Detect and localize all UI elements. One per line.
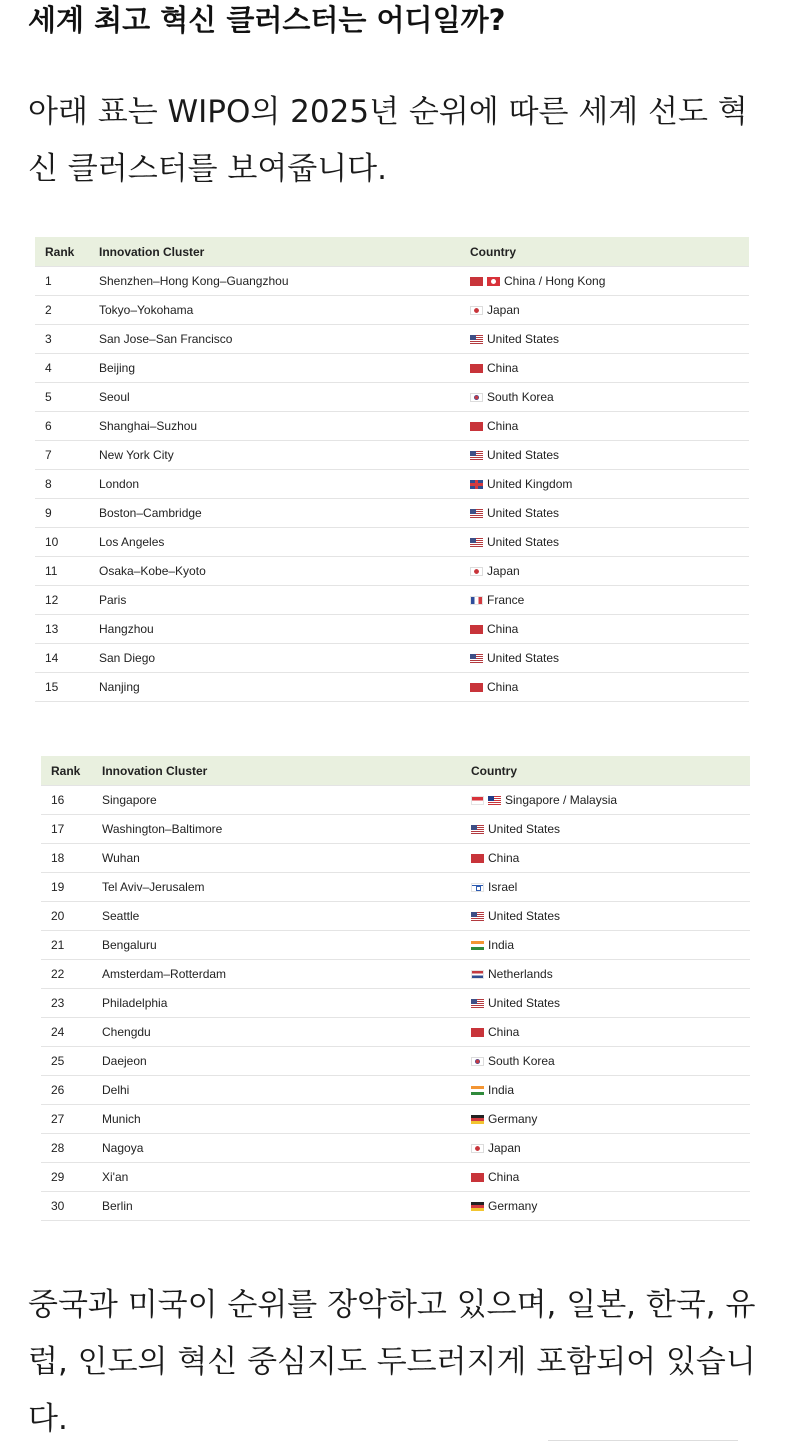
- country-name: China: [488, 1170, 520, 1184]
- table-row: [35, 325, 749, 354]
- cluster-cell: Bengaluru: [92, 931, 461, 960]
- cluster-cell: Hangzhou: [89, 615, 460, 644]
- country-cell: [460, 499, 749, 528]
- rank-cell: 12: [35, 586, 89, 615]
- country-name: Germany: [488, 1112, 538, 1126]
- flag-sg-icon: [471, 796, 484, 805]
- rank-cell: 3: [35, 325, 89, 354]
- flag-uk-icon: [470, 480, 483, 489]
- country-cell: [460, 673, 749, 702]
- flag-kr-icon: [471, 1057, 484, 1066]
- country-cell: [460, 586, 749, 615]
- cluster-cell: Tokyo–Yokohama: [89, 296, 460, 325]
- flag-japan-icon: [470, 306, 483, 315]
- country-name: France: [487, 593, 525, 607]
- flag-china-icon: [471, 854, 484, 863]
- rank-cell: 4: [35, 354, 89, 383]
- table-row: [41, 844, 750, 873]
- cluster-cell: Daejeon: [92, 1047, 461, 1076]
- country-name: United States: [488, 909, 561, 923]
- rank-header: Rank: [45, 244, 75, 259]
- table-row: [35, 615, 749, 644]
- country-cell: [461, 1134, 750, 1163]
- country-cell: [460, 557, 749, 586]
- table-row: [41, 873, 750, 902]
- table-row: [41, 815, 750, 844]
- country-cell: [461, 931, 750, 960]
- table-row: [41, 1076, 750, 1105]
- flag-japan-icon: [471, 1144, 484, 1153]
- flag-my-icon: [488, 796, 501, 805]
- country-cell: [461, 1192, 750, 1221]
- country-name: Japan: [487, 303, 520, 317]
- cluster-cell: San Diego: [89, 644, 460, 673]
- table-row: [35, 296, 749, 325]
- country-cell: [461, 844, 750, 873]
- table-row: [35, 470, 749, 499]
- country-name: United States: [487, 535, 560, 549]
- cluster-cell: Delhi: [92, 1076, 461, 1105]
- country-cell: [461, 989, 750, 1018]
- rank-cell: 29: [41, 1163, 92, 1192]
- table-row: [41, 1018, 750, 1047]
- cluster-ranking-table-2: [41, 756, 750, 1221]
- rank-cell: 7: [35, 441, 89, 470]
- cluster-cell: Munich: [92, 1105, 461, 1134]
- flag-us-icon: [471, 825, 484, 834]
- cluster-cell: Seoul: [89, 383, 460, 412]
- rank-cell: 11: [35, 557, 89, 586]
- cluster-cell: Boston–Cambridge: [89, 499, 460, 528]
- cluster-cell: Chengdu: [92, 1018, 461, 1047]
- flag-us-icon: [470, 538, 483, 547]
- country-cell: [460, 296, 749, 325]
- article-heading: 세계 최고 혁신 클러스터는 어디일까?: [28, 3, 506, 37]
- country-cell: [460, 441, 749, 470]
- cluster-cell: London: [89, 470, 460, 499]
- country-name: Japan: [487, 564, 520, 578]
- cluster-cell: Wuhan: [92, 844, 461, 873]
- country-name: United States: [487, 651, 560, 665]
- country-name: Netherlands: [488, 967, 553, 981]
- rank-cell: 21: [41, 931, 92, 960]
- flag-china-icon: [470, 277, 483, 286]
- flag-nl-icon: [471, 970, 484, 979]
- rank-cell: 23: [41, 989, 92, 1018]
- rank-cell: 5: [35, 383, 89, 412]
- flag-us-icon: [470, 509, 483, 518]
- flag-us-icon: [471, 912, 484, 921]
- flag-us-icon: [470, 335, 483, 344]
- flag-us-icon: [471, 999, 484, 1008]
- cluster-cell: Philadelphia: [92, 989, 461, 1018]
- cluster-cell: Amsterdam–Rotterdam: [92, 960, 461, 989]
- country-cell: [461, 786, 750, 815]
- flag-fr-icon: [470, 596, 483, 605]
- rank-cell: 2: [35, 296, 89, 325]
- table-row: [35, 267, 749, 296]
- rank-cell: 19: [41, 873, 92, 902]
- country-header: Country: [471, 763, 517, 778]
- cluster-cell: Washington–Baltimore: [92, 815, 461, 844]
- table-row: [41, 902, 750, 931]
- country-name: United Kingdom: [487, 477, 573, 491]
- country-cell: [461, 1047, 750, 1076]
- summary-paragraph: 중국과 미국이 순위를 장악하고 있으며, 일본, 한국, 유럽, 인도의 혁신 중심지도 두드러지게 포함되어 있습니다.: [28, 1287, 756, 1437]
- table-row: [41, 931, 750, 960]
- table-row: [41, 1163, 750, 1192]
- rank-cell: 20: [41, 902, 92, 931]
- table-row: [41, 989, 750, 1018]
- cluster-cell: Berlin: [92, 1192, 461, 1221]
- country-name: China: [487, 419, 519, 433]
- country-name: China: [488, 851, 520, 865]
- flag-hk-icon: [487, 277, 500, 286]
- rank-cell: 1: [35, 267, 89, 296]
- country-name: India: [488, 938, 515, 952]
- country-cell: [461, 902, 750, 931]
- country-header: Country: [470, 244, 516, 259]
- rank-cell: 24: [41, 1018, 92, 1047]
- rank-cell: 22: [41, 960, 92, 989]
- cluster-cell: Tel Aviv–Jerusalem: [92, 873, 461, 902]
- country-cell: [460, 412, 749, 441]
- flag-china-icon: [471, 1173, 484, 1182]
- table-header-row: [35, 237, 749, 267]
- table-row: [41, 960, 750, 989]
- flag-il-icon: [471, 883, 484, 892]
- country-cell: [460, 528, 749, 557]
- country-cell: [460, 644, 749, 673]
- cluster-cell: Beijing: [89, 354, 460, 383]
- table-row: [35, 586, 749, 615]
- table-row: [35, 354, 749, 383]
- cluster-cell: Shenzhen–Hong Kong–Guangzhou: [89, 267, 460, 296]
- flag-china-icon: [470, 422, 483, 431]
- country-cell: [460, 325, 749, 354]
- flag-kr-icon: [470, 393, 483, 402]
- intro-paragraph: 아래 표는 WIPO의 2025년 순위에 따른 세계 선도 혁신 클러스터를 보여줍니다.: [28, 94, 748, 187]
- cluster-cell: Osaka–Kobe–Kyoto: [89, 557, 460, 586]
- table-row: [35, 528, 749, 557]
- country-cell: [460, 615, 749, 644]
- country-name: United States: [488, 822, 561, 836]
- rank-cell: 15: [35, 673, 89, 702]
- country-name: China / Hong Kong: [504, 274, 606, 288]
- country-cell: [460, 470, 749, 499]
- cluster-header: Innovation Cluster: [99, 244, 205, 259]
- cluster-cell: San Jose–San Francisco: [89, 325, 460, 354]
- table-row: [35, 499, 749, 528]
- country-name: China: [487, 680, 519, 694]
- flag-china-icon: [470, 683, 483, 692]
- country-cell: [461, 960, 750, 989]
- rank-cell: 26: [41, 1076, 92, 1105]
- cluster-cell: New York City: [89, 441, 460, 470]
- table-row: [35, 557, 749, 586]
- country-name: Singapore / Malaysia: [505, 793, 618, 807]
- country-name: China: [488, 1025, 520, 1039]
- cluster-cell: Nanjing: [89, 673, 460, 702]
- rank-cell: 13: [35, 615, 89, 644]
- flag-in-icon: [471, 1086, 484, 1095]
- country-cell: [460, 383, 749, 412]
- rank-cell: 28: [41, 1134, 92, 1163]
- country-name: United States: [488, 996, 561, 1010]
- flag-de-icon: [471, 1202, 484, 1211]
- country-cell: [461, 873, 750, 902]
- rank-cell: 17: [41, 815, 92, 844]
- flag-china-icon: [470, 625, 483, 634]
- cluster-header: Innovation Cluster: [102, 763, 208, 778]
- country-name: United States: [487, 506, 560, 520]
- table-row: [41, 1047, 750, 1076]
- rank-cell: 25: [41, 1047, 92, 1076]
- table-body: [35, 267, 749, 702]
- flag-in-icon: [471, 941, 484, 950]
- country-name: United States: [487, 332, 560, 346]
- table-row: [35, 644, 749, 673]
- flag-us-icon: [470, 654, 483, 663]
- country-name: United States: [487, 448, 560, 462]
- flag-de-icon: [471, 1115, 484, 1124]
- table-row: [41, 1192, 750, 1221]
- country-name: Germany: [488, 1199, 538, 1213]
- flag-china-icon: [470, 364, 483, 373]
- table-body: [41, 786, 750, 1221]
- cluster-cell: Paris: [89, 586, 460, 615]
- rank-cell: 14: [35, 644, 89, 673]
- country-name: China: [487, 361, 519, 375]
- rank-cell: 6: [35, 412, 89, 441]
- table-row: [41, 1105, 750, 1134]
- rank-cell: 9: [35, 499, 89, 528]
- cluster-cell: Nagoya: [92, 1134, 461, 1163]
- cluster-ranking-table-1: [35, 237, 749, 702]
- rank-cell: 18: [41, 844, 92, 873]
- country-cell: [461, 1105, 750, 1134]
- table-row: [35, 441, 749, 470]
- cluster-cell: Singapore: [92, 786, 461, 815]
- rank-cell: 8: [35, 470, 89, 499]
- cluster-cell: Los Angeles: [89, 528, 460, 557]
- country-name: South Korea: [487, 390, 554, 404]
- country-name: Japan: [488, 1141, 521, 1155]
- table-header-row: [41, 756, 750, 786]
- flag-japan-icon: [470, 567, 483, 576]
- country-cell: [460, 267, 749, 296]
- table-row: [35, 383, 749, 412]
- flag-china-icon: [471, 1028, 484, 1037]
- rank-cell: 30: [41, 1192, 92, 1221]
- flag-us-icon: [470, 451, 483, 460]
- rank-cell: 16: [41, 786, 92, 815]
- divider: [548, 1440, 738, 1441]
- table-row: [35, 673, 749, 702]
- country-cell: [461, 1076, 750, 1105]
- table-row: [41, 1134, 750, 1163]
- country-cell: [461, 815, 750, 844]
- country-name: South Korea: [488, 1054, 555, 1068]
- rank-header: Rank: [51, 763, 81, 778]
- cluster-cell: Shanghai–Suzhou: [89, 412, 460, 441]
- table-row: [35, 412, 749, 441]
- cluster-cell: Seattle: [92, 902, 461, 931]
- country-name: India: [488, 1083, 515, 1097]
- rank-cell: 10: [35, 528, 89, 557]
- country-cell: [460, 354, 749, 383]
- country-name: Israel: [488, 880, 518, 894]
- country-cell: [461, 1018, 750, 1047]
- rank-cell: 27: [41, 1105, 92, 1134]
- cluster-cell: Xi'an: [92, 1163, 461, 1192]
- country-name: China: [487, 622, 519, 636]
- country-cell: [461, 1163, 750, 1192]
- table-row: [41, 786, 750, 815]
